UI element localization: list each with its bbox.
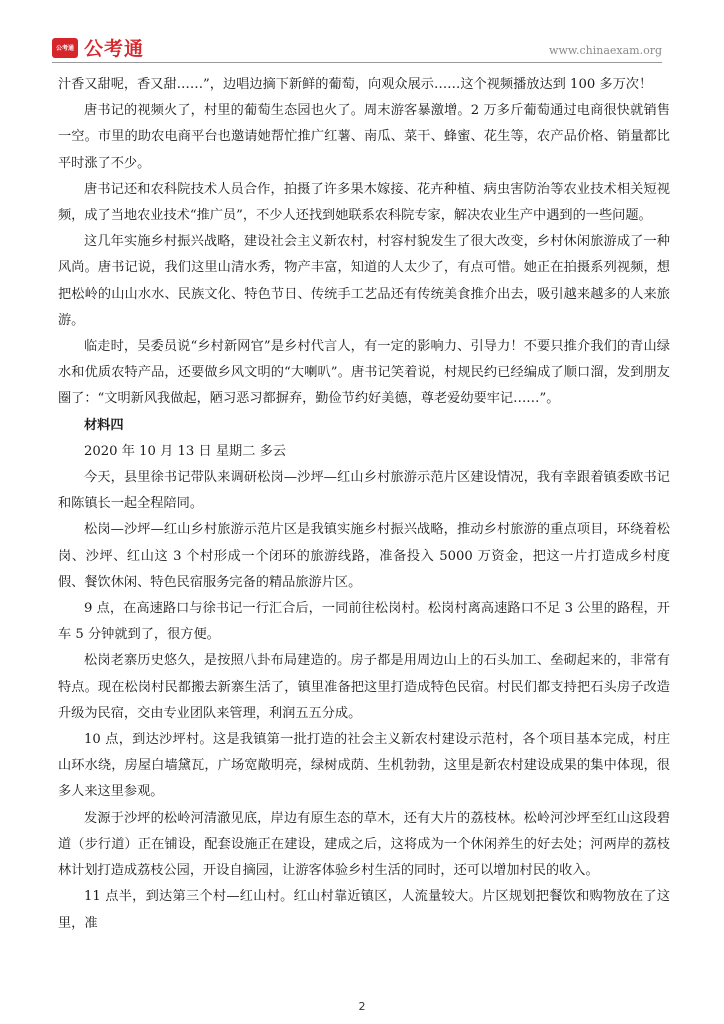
paragraph: 这几年实施乡村振兴战略，建设社会主义新农村，村容村貌发生了很大改变，乡村休闲旅游成了一种风尚。唐书记说，我们这里山清水秀，物产丰富，知道的人太少了，有点可惜。她正在拍摄系列视频，想把松岭的山山水水、民族文化、特色节日、传统手工艺品还有传统美食推介出去，吸引越来越多的人来旅游。 bbox=[58, 234, 670, 328]
document-body bbox=[58, 72, 670, 937]
paragraph: 唐书记的视频火了，村里的葡萄生态园也火了。周末游客暴激增。2 万多斤葡萄通过电商很快就销售一空。市里的助农电商平台也邀请她帮忙推广红薯、南瓜、菜干、蜂蜜、花生等，农产品价格、销量都比平时涨了不少。 bbox=[58, 103, 670, 171]
paragraph: 2020 年 10 月 13 日 星期二 多云 bbox=[84, 443, 286, 459]
paragraph: 唐书记还和农科院技术人员合作，拍摄了许多果木嫁接、花卉种植、病虫害防治等农业技术相关短视频，成了当地农业技术“推广员”，不少人还找到她联系农科院专家，解决农业生产中遇到的一些问题。 bbox=[58, 181, 670, 224]
paragraph: 9 点，在高速路口与徐书记一行汇合后，一同前往松岗村。松岗村离高速路口不足 3 公里的路程，开车 5 分钟就到了，很方便。 bbox=[58, 601, 670, 643]
paragraph: 11 点半，到达第三个村—红山村。红山村靠近镇区，人流量较大。片区规划把餐饮和购物放在了这里，准 bbox=[58, 889, 670, 931]
paragraph: 今天，县里徐书记带队来调研松岗—沙坪—红山乡村旅游示范片区建设情况，我有幸跟着镇委欧书记和陈镇长一起全程陪同。 bbox=[58, 470, 670, 512]
page-number: 2 bbox=[358, 1000, 366, 1013]
logo-badge-icon: 公考通 bbox=[52, 38, 78, 58]
page-header bbox=[0, 0, 724, 64]
paragraph: 松岗老寨历史悠久，是按照八卦布局建造的。房子都是用周边山上的石头加工、垒砌起来的，非常有特点。现在松岗村民都搬去新寨生活了，镇里准备把这里打造成特色民宿。村民们都支持把石头房子改造升级为民宿，交由专业团队来管理，利润五五分成。 bbox=[58, 653, 670, 721]
paragraph: 临走时，吴委员说“乡村新网官”是乡村代言人，有一定的影响力、引导力！不要只推介我们的青山绿水和优质农特产品，还要做乡风文明的“大喇叭”。唐书记笑着说，村规民约已经编成了顺口溜，发到朋友圈了：“文明新风我做起，陋习恶习都摒弃，勤俭节约好美德，尊老爱幼要牢记……”。 bbox=[58, 339, 670, 407]
section-heading: 材料四 bbox=[84, 417, 124, 433]
logo-text: 公考通 bbox=[84, 38, 145, 60]
logo bbox=[52, 34, 144, 61]
header-divider bbox=[52, 62, 662, 63]
site-url: www.chinaexam.org bbox=[549, 44, 662, 57]
paragraph: 10 点，到达沙坪村。这是我镇第一批打造的社会主义新农村建设示范村，各个项目基本完成，村庄山环水绕，房屋白墙黛瓦，广场宽敞明亮，绿树成荫、生机勃勃，这里是新农村建设成果的集中体现，很多人来这里参观。 bbox=[58, 732, 670, 800]
paragraph: 汁香又甜呢，香又甜……”，边唱边摘下新鲜的葡萄，向观众展示……这个视频播放达到 100 多万次！ bbox=[58, 77, 653, 92]
paragraph: 松岗—沙坪—红山乡村旅游示范片区是我镇实施乡村振兴战略，推动乡村旅游的重点项目，环绕着松岗、沙坪、红山这 3 个村形成一个闭环的旅游线路，准备投入 5000 万资金，把这一片打造成乡村度假、餐饮休闲、特色民宿服务完备的精品旅游片区。 bbox=[58, 522, 670, 590]
paragraph: 发源于沙坪的松岭河清澈见底，岸边有原生态的草木，还有大片的荔枝林。松岭河沙坪至红山这段碧道（步行道）正在铺设，配套设施正在建设，建成之后，这将成为一个休闲养生的好去处；河两岸的荔枝林计划打造成荔枝公园，开设自摘园，让游客体验乡村生活的同时，还可以增加村民的收入。 bbox=[58, 810, 670, 879]
